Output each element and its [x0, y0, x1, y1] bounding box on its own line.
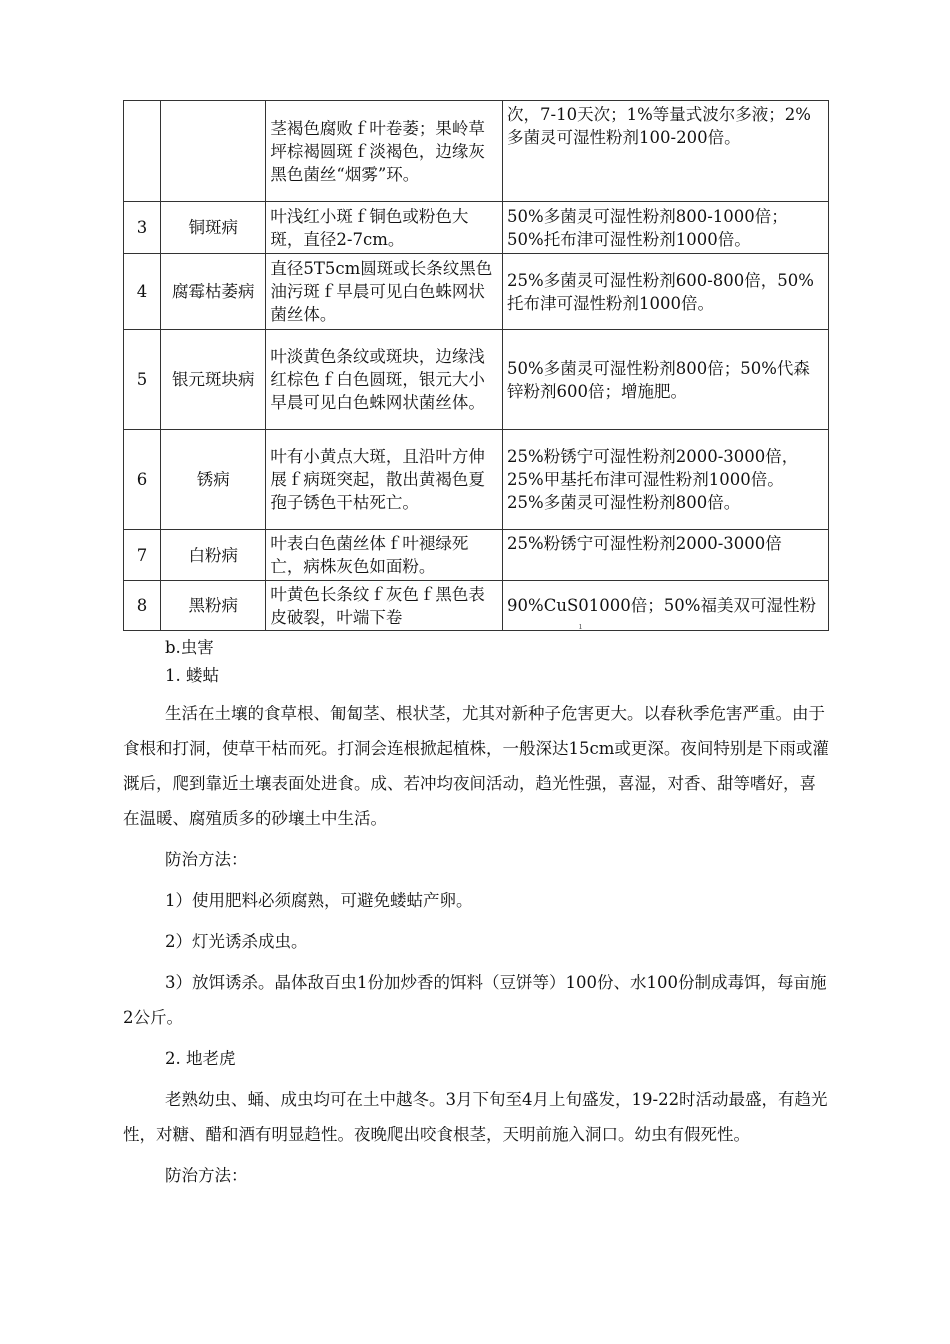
symptom-cell: 叶淡黄色条纹或斑块，边缘浅红棕色ｆ白色圆斑，银元大小早晨可见白色蛛网状菌丝体。	[266, 330, 503, 430]
table-row	[124, 330, 829, 430]
disease-name: 腐霉枯萎病	[161, 254, 266, 330]
symptom-cell: 直径5T5cm圆斑或长条纹黑色油污斑ｆ早晨可见白色蛛网状菌丝体。	[266, 254, 503, 330]
row-number: 8	[124, 581, 161, 631]
disease-name	[161, 101, 266, 202]
row-number: 4	[124, 254, 161, 330]
disease-name: 铜斑病	[161, 202, 266, 254]
symptom-cell: 叶表白色菌丝体ｆ叶褪绿死亡，病株灰色如面粉。	[266, 530, 503, 581]
disease-name: 黑粉病	[161, 581, 266, 631]
control-cell: 50%多菌灵可湿性粉剂800倍；50%代森锌粉剂600倍；增施肥。	[503, 330, 829, 430]
method-item: 2）灯光诱杀成虫。	[165, 932, 308, 951]
disease-name: 白粉病	[161, 530, 266, 581]
symptom-cell: 叶黄色长条纹ｆ灰色ｆ黑色表皮破裂，叶端下卷	[266, 581, 503, 631]
row-number: 6	[124, 430, 161, 530]
paragraph: 生活在土壤的食草根、匍匐茎、根状茎，尤其对新种子危害更大。以春秋季危害严重。由于食根和打洞，使草干枯而死。打洞会连根掀起植株，一般深达15cm或更深。夜间特别是下雨或灌溉后，爬到靠近土壤表面处进食。成、若冲均夜间活动，趋光性强，喜湿，对香、甜等嗜好，喜在温暖、腐殖质多的砂壤土中生活。	[123, 704, 829, 828]
method-item: 3）放饵诱杀。晶体敌百虫1份加炒香的饵料（豆饼等）100份、水100份制成毒饵，每亩施2公斤。	[123, 973, 827, 1027]
method-heading: 防治方法：	[165, 1166, 248, 1185]
control-cell: 90%CuS01000倍；50%福美双可湿性粉	[503, 581, 829, 631]
symptom-cell: 茎褐色腐败ｆ叶卷萎；果岭草坪棕褐圆斑ｆ淡褐色，边缘灰黑色菌丝“烟雾”环。	[266, 101, 503, 202]
table-row	[124, 530, 829, 581]
disease-name: 银元斑块病	[161, 330, 266, 430]
control-cell: 25%粉锈宁可湿性粉剂2000-3000倍	[503, 530, 829, 581]
row-number	[124, 101, 161, 202]
paragraph: 老熟幼虫、蛹、成虫均可在土中越冬。3月下旬至4月上旬盛发，19-22时活动最盛，有趋光性，对糖、醋和酒有明显趋性。夜晚爬出咬食根茎，天明前施入洞口。幼虫有假死性。	[123, 1090, 828, 1144]
table-row	[124, 254, 829, 330]
subsection-title: 1. 蝼蛄	[165, 666, 219, 685]
symptom-cell: 叶浅红小斑ｆ铜色或粉色大斑，直径2-7cm。	[266, 202, 503, 254]
symptom-cell: 叶有小黄点大斑，且沿叶方伸展ｆ病斑突起，散出黄褐色夏孢子锈色干枯死亡。	[266, 430, 503, 530]
method-item: 1）使用肥料必须腐熟，可避免蝼蛄产卵。	[165, 891, 473, 910]
row-number: 5	[124, 330, 161, 430]
section-heading: b.虫害	[165, 638, 214, 657]
page-mark: ı	[579, 622, 582, 632]
subsection-title: 2. 地老虎	[165, 1049, 236, 1068]
control-cell: 25%多菌灵可湿性粉剂600-800倍，50%托布津可湿性粉剂1000倍。	[503, 254, 829, 330]
row-number: 3	[124, 202, 161, 254]
control-cell: 次，7-10天次；1%等量式波尔多液；2%多菌灵可湿性粉剂100-200倍。	[503, 101, 829, 202]
control-cell: 25%粉锈宁可湿性粉剂2000-3000倍， 25%甲基托布津可湿性粉剂1000倍。 25%多菌灵可湿性粉剂800倍。	[503, 430, 829, 530]
pest-section	[123, 634, 829, 1193]
disease-table	[123, 100, 829, 631]
control-cell: 50%多菌灵可湿性粉剂800-1000倍；50%托布津可湿性粉剂1000倍。	[503, 202, 829, 254]
table-row	[124, 101, 829, 202]
disease-name: 锈病	[161, 430, 266, 530]
table-row	[124, 430, 829, 530]
table-row	[124, 581, 829, 631]
method-heading: 防治方法：	[165, 850, 248, 869]
row-number: 7	[124, 530, 161, 581]
table-row	[124, 202, 829, 254]
